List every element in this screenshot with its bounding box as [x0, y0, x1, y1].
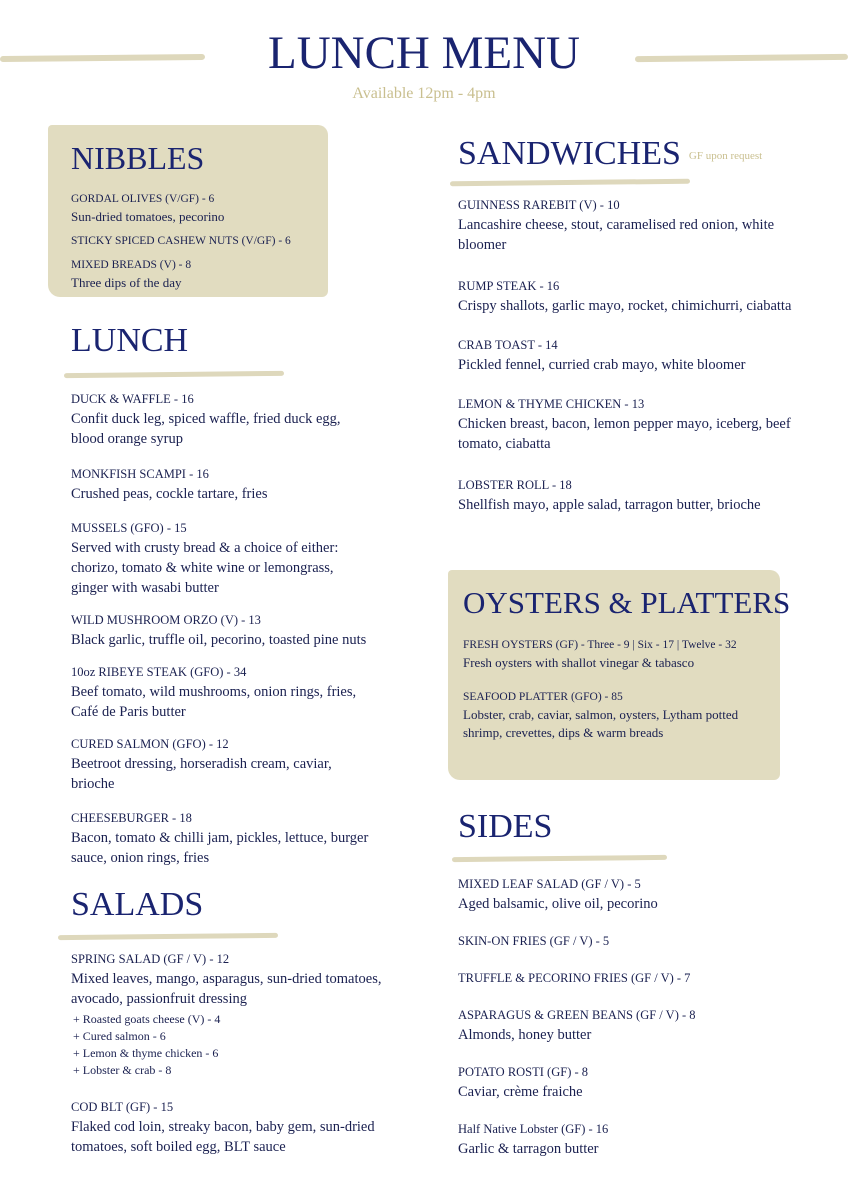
item-description: Fresh oysters with shallot vinegar & tabasco: [463, 655, 695, 670]
list-item: [71, 464, 371, 504]
item-description: Chicken breast, bacon, lemon pepper mayo, iceberg, beef tomato, ciabatta: [458, 416, 791, 452]
sandwiches-heading: [458, 135, 762, 173]
addon-item: + Lobster & crab - 8: [73, 1063, 172, 1077]
item-name: SKIN-ON FRIES (GF / V) - 5: [458, 934, 610, 948]
item-description: Sun-dried tomatoes, pecorino: [71, 209, 225, 224]
item-description: Aged balsamic, olive oil, pecorino: [458, 896, 658, 912]
oysters-heading: OYSTERS & PLATTERS: [463, 585, 791, 620]
list-item: [458, 475, 803, 515]
list-item: [458, 968, 803, 988]
list-item: [458, 1005, 803, 1045]
salads-heading: SALADS: [71, 886, 204, 923]
salads-underline: [58, 933, 278, 940]
item-description: Lancashire cheese, stout, caramelised red onion, white bloomer: [458, 217, 775, 253]
item-description: Crispy shallots, garlic mayo, rocket, chimichurri, ciabatta: [458, 298, 792, 314]
lunch-list: [71, 389, 371, 868]
item-description: Shellfish mayo, apple salad, tarragon butter, brioche: [458, 497, 761, 513]
item-name: POTATO ROSTI (GF) - 8: [458, 1065, 589, 1079]
list-item: [463, 636, 775, 672]
item-description: Garlic & tarragon butter: [458, 1141, 599, 1157]
list-item: [71, 734, 371, 794]
item-description: Flaked cod loin, streaky bacon, baby gem, sun-dried tomatoes, soft boiled egg, BLT sauce: [71, 1119, 375, 1155]
addon-item: + Lemon & thyme chicken - 6: [73, 1046, 219, 1060]
list-item: [71, 949, 416, 1079]
item-name: RUMP STEAK - 16: [458, 279, 560, 293]
addon-item: + Roasted goats cheese (V) - 4: [73, 1012, 221, 1026]
item-name: MIXED LEAF SALAD (GF / V) - 5: [458, 877, 641, 891]
item-description: Confit duck leg, spiced waffle, fried duck egg, blood orange syrup: [71, 411, 341, 447]
addon-item: + Cured salmon - 6: [73, 1029, 166, 1043]
item-name: COD BLT (GF) - 15: [71, 1100, 174, 1114]
item-description: Served with crusty bread & a choice of either: chorizo, tomato & white wine or lemongrass, ginger with wasabi butter: [71, 540, 339, 596]
item-description: Caviar, crème fraiche: [458, 1084, 583, 1100]
item-description: Crushed peas, cockle tartare, fries: [71, 486, 268, 502]
list-item: [458, 394, 803, 454]
item-name: MONKFISH SCAMPI - 16: [71, 467, 209, 481]
item-name: GORDAL OLIVES (V/GF) - 6: [71, 193, 215, 205]
sandwiches-list: [458, 195, 803, 515]
sandwiches-underline: [450, 179, 690, 187]
list-item: [71, 190, 321, 226]
list-item: [71, 610, 371, 650]
item-description: Mixed leaves, mango, asparagus, sun-dried tomatoes, avocado, passionfruit dressing: [71, 971, 382, 1007]
item-name: ASPARAGUS & GREEN BEANS (GF / V) - 8: [458, 1008, 696, 1022]
item-name: STICKY SPICED CASHEW NUTS (V/GF) - 6: [71, 235, 291, 247]
list-item: [458, 1119, 803, 1159]
list-item: [458, 874, 803, 914]
item-name: LEMON & THYME CHICKEN - 13: [458, 397, 645, 411]
list-item: [458, 1062, 803, 1102]
item-name: SEAFOOD PLATTER (GFO) - 85: [463, 691, 623, 703]
list-item: [71, 518, 371, 598]
item-name: 10oz RIBEYE STEAK (GFO) - 34: [71, 665, 247, 679]
nibbles-list: [71, 190, 321, 292]
item-description: Beetroot dressing, horseradish cream, caviar, brioche: [71, 756, 332, 792]
sandwiches-title: SANDWICHES: [458, 135, 681, 172]
item-name: MIXED BREADS (V) - 8: [71, 259, 192, 271]
nibbles-heading: NIBBLES: [71, 140, 205, 176]
item-name: CRAB TOAST - 14: [458, 338, 558, 352]
item-name: LOBSTER ROLL - 18: [458, 478, 572, 492]
list-item: [458, 195, 803, 255]
gf-note: GF upon request: [688, 150, 763, 163]
list-item: [463, 688, 775, 742]
item-description: Three dips of the day: [71, 275, 182, 290]
list-item: [71, 808, 371, 868]
list-item: [71, 662, 371, 722]
item-description: Black garlic, truffle oil, pecorino, toasted pine nuts: [71, 632, 367, 648]
item-name: SPRING SALAD (GF / V) - 12: [71, 952, 230, 966]
item-name: DUCK & WAFFLE - 16: [71, 392, 194, 406]
item-name: CURED SALMON (GFO) - 12: [71, 737, 229, 751]
item-name: CHEESEBURGER - 18: [71, 811, 192, 825]
item-description: Pickled fennel, curried crab mayo, white bloomer: [458, 357, 746, 373]
list-item: [458, 335, 803, 375]
list-item: [71, 389, 371, 449]
salads-list: [71, 949, 416, 1157]
addon-list: [71, 1011, 416, 1079]
sides-heading: SIDES: [458, 808, 553, 845]
list-item: [71, 232, 321, 250]
list-item: [71, 1097, 416, 1157]
menu-availability: Available 12pm - 4pm: [352, 85, 496, 102]
item-name: Half Native Lobster (GF) - 16: [458, 1122, 609, 1136]
oysters-list: [463, 636, 775, 742]
item-description: Bacon, tomato & chilli jam, pickles, lettuce, burger sauce, onion rings, fries: [71, 830, 369, 866]
item-name: FRESH OYSTERS (GF) - Three - 9 | Six - 17 | Twelve - 32: [463, 639, 737, 651]
list-item: [458, 931, 803, 951]
item-description: Lobster, crab, caviar, salmon, oysters, Lytham potted shrimp, crevettes, dips & warm breads: [463, 707, 739, 740]
sides-list: [458, 874, 803, 1159]
lunch-heading: LUNCH: [71, 322, 189, 359]
item-name: TRUFFLE & PECORINO FRIES (GF / V) - 7: [458, 971, 691, 985]
list-item: [458, 276, 803, 316]
list-item: [71, 256, 321, 292]
lunch-underline: [64, 371, 284, 378]
item-name: MUSSELS (GFO) - 15: [71, 521, 187, 535]
menu-title: LUNCH MENU: [267, 27, 581, 79]
item-description: Beef tomato, wild mushrooms, onion rings, fries, Café de Paris butter: [71, 684, 357, 720]
item-description: Almonds, honey butter: [458, 1027, 592, 1043]
item-name: WILD MUSHROOM ORZO (V) - 13: [71, 613, 261, 627]
sides-underline: [452, 855, 667, 862]
item-name: GUINNESS RAREBIT (V) - 10: [458, 198, 620, 212]
